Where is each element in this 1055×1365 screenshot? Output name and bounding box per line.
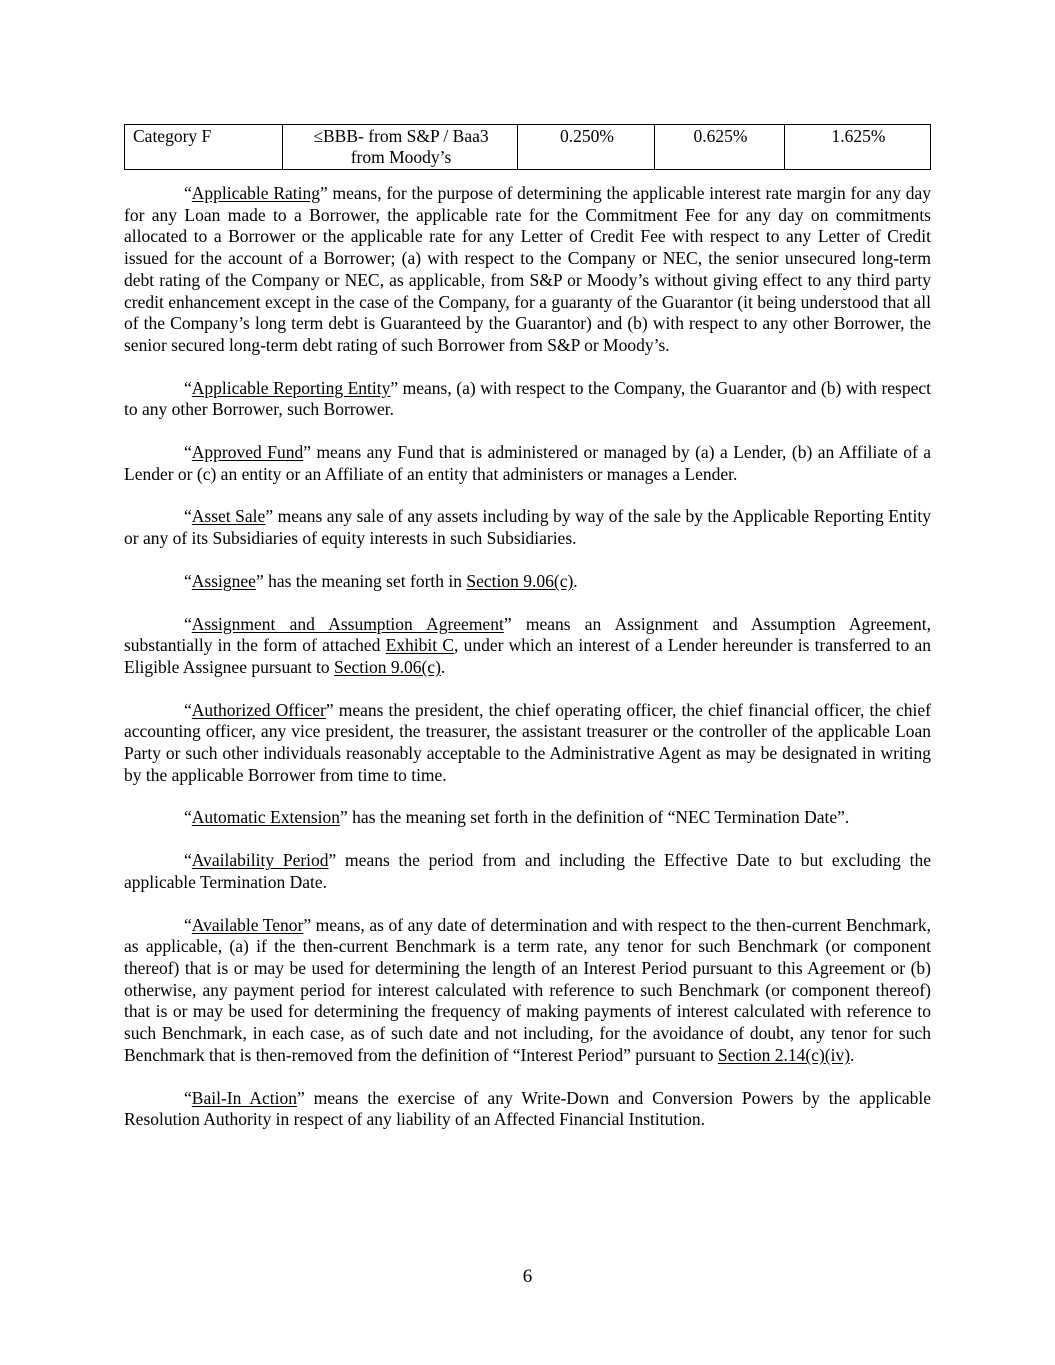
definition-text: ” means an Assignment and Assumption Agreement, substantially in the form of attached — [124, 613, 931, 656]
open-quote: “ — [184, 914, 192, 935]
defined-term: Assignee — [191, 570, 256, 591]
definition-availability-period — [124, 850, 931, 893]
table-cell-rate-2: 0.625% — [655, 125, 785, 170]
definition-automatic-extension — [124, 807, 931, 829]
defined-term: Availability Period — [191, 850, 329, 871]
open-quote: “ — [184, 850, 192, 871]
section-reference-link[interactable]: Section 2.14(c)(iv) — [717, 1044, 851, 1065]
defined-term: Approved Fund — [191, 442, 304, 463]
defined-term: Authorized Officer — [191, 699, 326, 720]
defined-term: Asset Sale — [191, 506, 266, 527]
defined-term: Available Tenor — [191, 914, 304, 935]
rating-table — [124, 124, 931, 170]
open-quote: “ — [184, 183, 192, 203]
defined-term: Applicable Rating — [191, 183, 320, 203]
table-cell-category: Category F — [125, 125, 283, 170]
rating-line-2: from Moody’s — [350, 147, 452, 167]
definition-text: ” means the period from and including the Effective Date to but excluding the applicable Termination Date. — [124, 850, 931, 892]
definition-approved-fund — [124, 442, 931, 485]
definition-applicable-reporting-entity — [124, 378, 931, 421]
open-quote: “ — [184, 807, 192, 828]
definition-text: , under which an interest of a Lender hereunder is transferred to an Eligible Assignee pursuant to — [124, 635, 931, 677]
period: . — [850, 1044, 855, 1065]
table-row — [125, 125, 931, 170]
section-reference-link[interactable]: Section 9.06(c) — [466, 570, 574, 591]
table-cell-rating — [283, 125, 518, 170]
document-page — [124, 124, 931, 1152]
open-quote: “ — [184, 699, 192, 720]
definition-assignment-agreement — [124, 614, 931, 679]
open-quote: “ — [184, 613, 192, 634]
open-quote: “ — [184, 442, 192, 463]
definition-text: ” means, as of any date of determination and with respect to the then-current Benchmark, as applicable, (a) if the then-current Benchmark is a term rate, any tenor for such Benchmark (or component thereof) that is or may be used for determining the length of an Interest Period pursuant to this Agreement or (b) otherwise, any payment period for interest calculated with reference to such Benchmark (or component thereof) that is or may be used for determining the frequency of making payments of interest calculated with reference to such Benchmark, in each case, as of such date and not including, for the avoidance of doubt, any tenor for such Benchmark that is then-removed from the definition of “Interest Period” pursuant to — [124, 914, 931, 1065]
definition-authorized-officer — [124, 700, 931, 787]
period: . — [440, 656, 446, 677]
table-cell-rate-3: 1.625% — [785, 125, 931, 170]
rating-line-1: ≤BBB- from S&P / Baa3 — [313, 126, 489, 146]
definition-text: ” has the meaning set forth in the definition of “NEC Termination Date”. — [340, 807, 850, 828]
period: . — [573, 570, 578, 591]
section-reference-link[interactable]: Section 9.06(c) — [333, 656, 441, 677]
open-quote: “ — [184, 377, 192, 398]
defined-term: Bail-In Action — [191, 1087, 297, 1108]
definitions-list — [124, 183, 931, 1131]
defined-term: Applicable Reporting Entity — [191, 377, 391, 398]
page-number: 6 — [522, 1266, 533, 1287]
definition-text: ” means, (a) with respect to the Company, the Guarantor and (b) with respect to any other Borrower, such Borrower. — [124, 377, 932, 420]
definition-text: ” means, for the purpose of determining the applicable interest rate margin for any day for any Loan made to a Borrower, the applicable rate for the Commitment Fee for any day on commitments allocated to a Borrower or the applicable rate for any Letter of Credit Fee with respect to any Letter of Credit issued for the account of a Borrower; (a) with respect to the Company or NEC, the senior unsecured long-term debt rating of the Company or NEC, as applicable, from S&P or Moody’s without giving effect to any third party credit enhancement except in the case of the Company, for a guaranty of the Guarantor (it being understood that all of the Company’s long term debt is Guaranteed by the Guarantor) and (b) with respect to any other Borrower, the senior secured long-term debt rating of such Borrower from S&P or Moody’s. — [124, 183, 931, 355]
definition-applicable-rating — [124, 183, 931, 357]
definition-asset-sale — [124, 506, 931, 549]
table-cell-rate-1: 0.250% — [518, 125, 655, 170]
exhibit-reference-link[interactable]: Exhibit C — [385, 635, 455, 656]
defined-term: Automatic Extension — [191, 807, 341, 828]
definition-text: ” means any sale of any assets including by way of the sale by the Applicable Reporting Entity or any of its Subsidiaries of equity interests in such Subsidiaries. — [124, 506, 931, 549]
definition-text: ” means the exercise of any Write-Down and Conversion Powers by the applicable Resolution Authority in respect of any liability of an Affected Financial Institution. — [124, 1087, 931, 1130]
definition-text: ” means any Fund that is administered or managed by (a) a Lender, (b) an Affiliate of a Lender or (c) an entity or an Affiliate of an entity that administers or manages a Lender. — [124, 442, 932, 484]
definition-text: ” means the president, the chief operating officer, the chief financial officer, the chief accounting officer, any vice president, the treasurer, the assistant treasurer or the controller of the applicable Loan Party or such other individuals reasonably acceptable to the Administrative Agent as may be designated in writing by the applicable Borrower from time to time. — [124, 699, 931, 785]
definition-assignee — [124, 571, 931, 593]
open-quote: “ — [184, 1087, 192, 1108]
definition-text: ” has the meaning set forth in — [255, 570, 467, 591]
definition-bail-in-action — [124, 1088, 931, 1131]
defined-term: Assignment and Assumption Agreement — [191, 613, 504, 634]
definition-available-tenor — [124, 915, 931, 1067]
open-quote: “ — [184, 570, 192, 591]
open-quote: “ — [184, 506, 192, 527]
